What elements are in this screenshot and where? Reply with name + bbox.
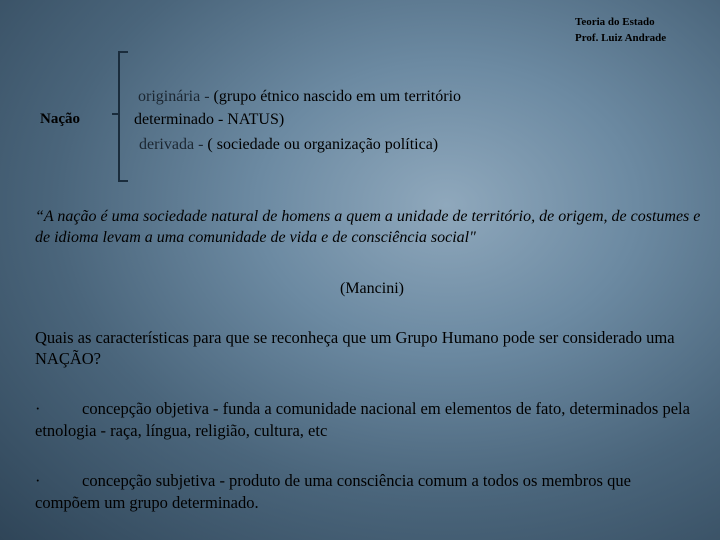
list-item [35,470,695,514]
list-item [35,398,695,442]
definition-originaria [138,88,461,106]
bullet-icon: · [35,399,41,418]
definition-term: derivada - [139,136,208,153]
quote-author: (Mancini) [340,280,404,297]
quote-text: “A nação é uma sociedade natural de homens a quem a unidade de território, de origem, de costumes e de idioma levam a uma comunidade de vida e de consciência social" [35,208,701,246]
definition-text: determinado - NATUS) [134,111,285,128]
definition-text: ( sociedade ou organização política) [207,136,439,153]
definition-continuation [134,111,284,129]
course-title: Teoria do Estado [575,16,655,28]
slide-header [575,14,715,46]
list-item-text: concepção objetiva - funda a comunidade nacional em elementos de fato, determinados pela etnologia - raça, língua, religião, cultura, etc [35,399,690,440]
list-item-text: concepção subjetiva - produto de uma consciência comum a todos os membros que compõem um grupo determinado. [35,471,631,512]
definition-derivada [139,136,438,154]
term-label: Nação [40,111,80,127]
definition-text: (grupo étnico nascido em um território [213,88,462,105]
professor-name: Prof. Luiz Andrade [575,32,667,44]
bracket-brace [118,51,128,182]
definition-term: originária - [138,88,214,105]
bullet-icon: · [35,471,41,490]
question-text: Quais as características para que se reconheça que um Grupo Humano pode ser considerado uma NAÇÃO? [35,328,675,368]
bracket-nub [112,113,119,115]
